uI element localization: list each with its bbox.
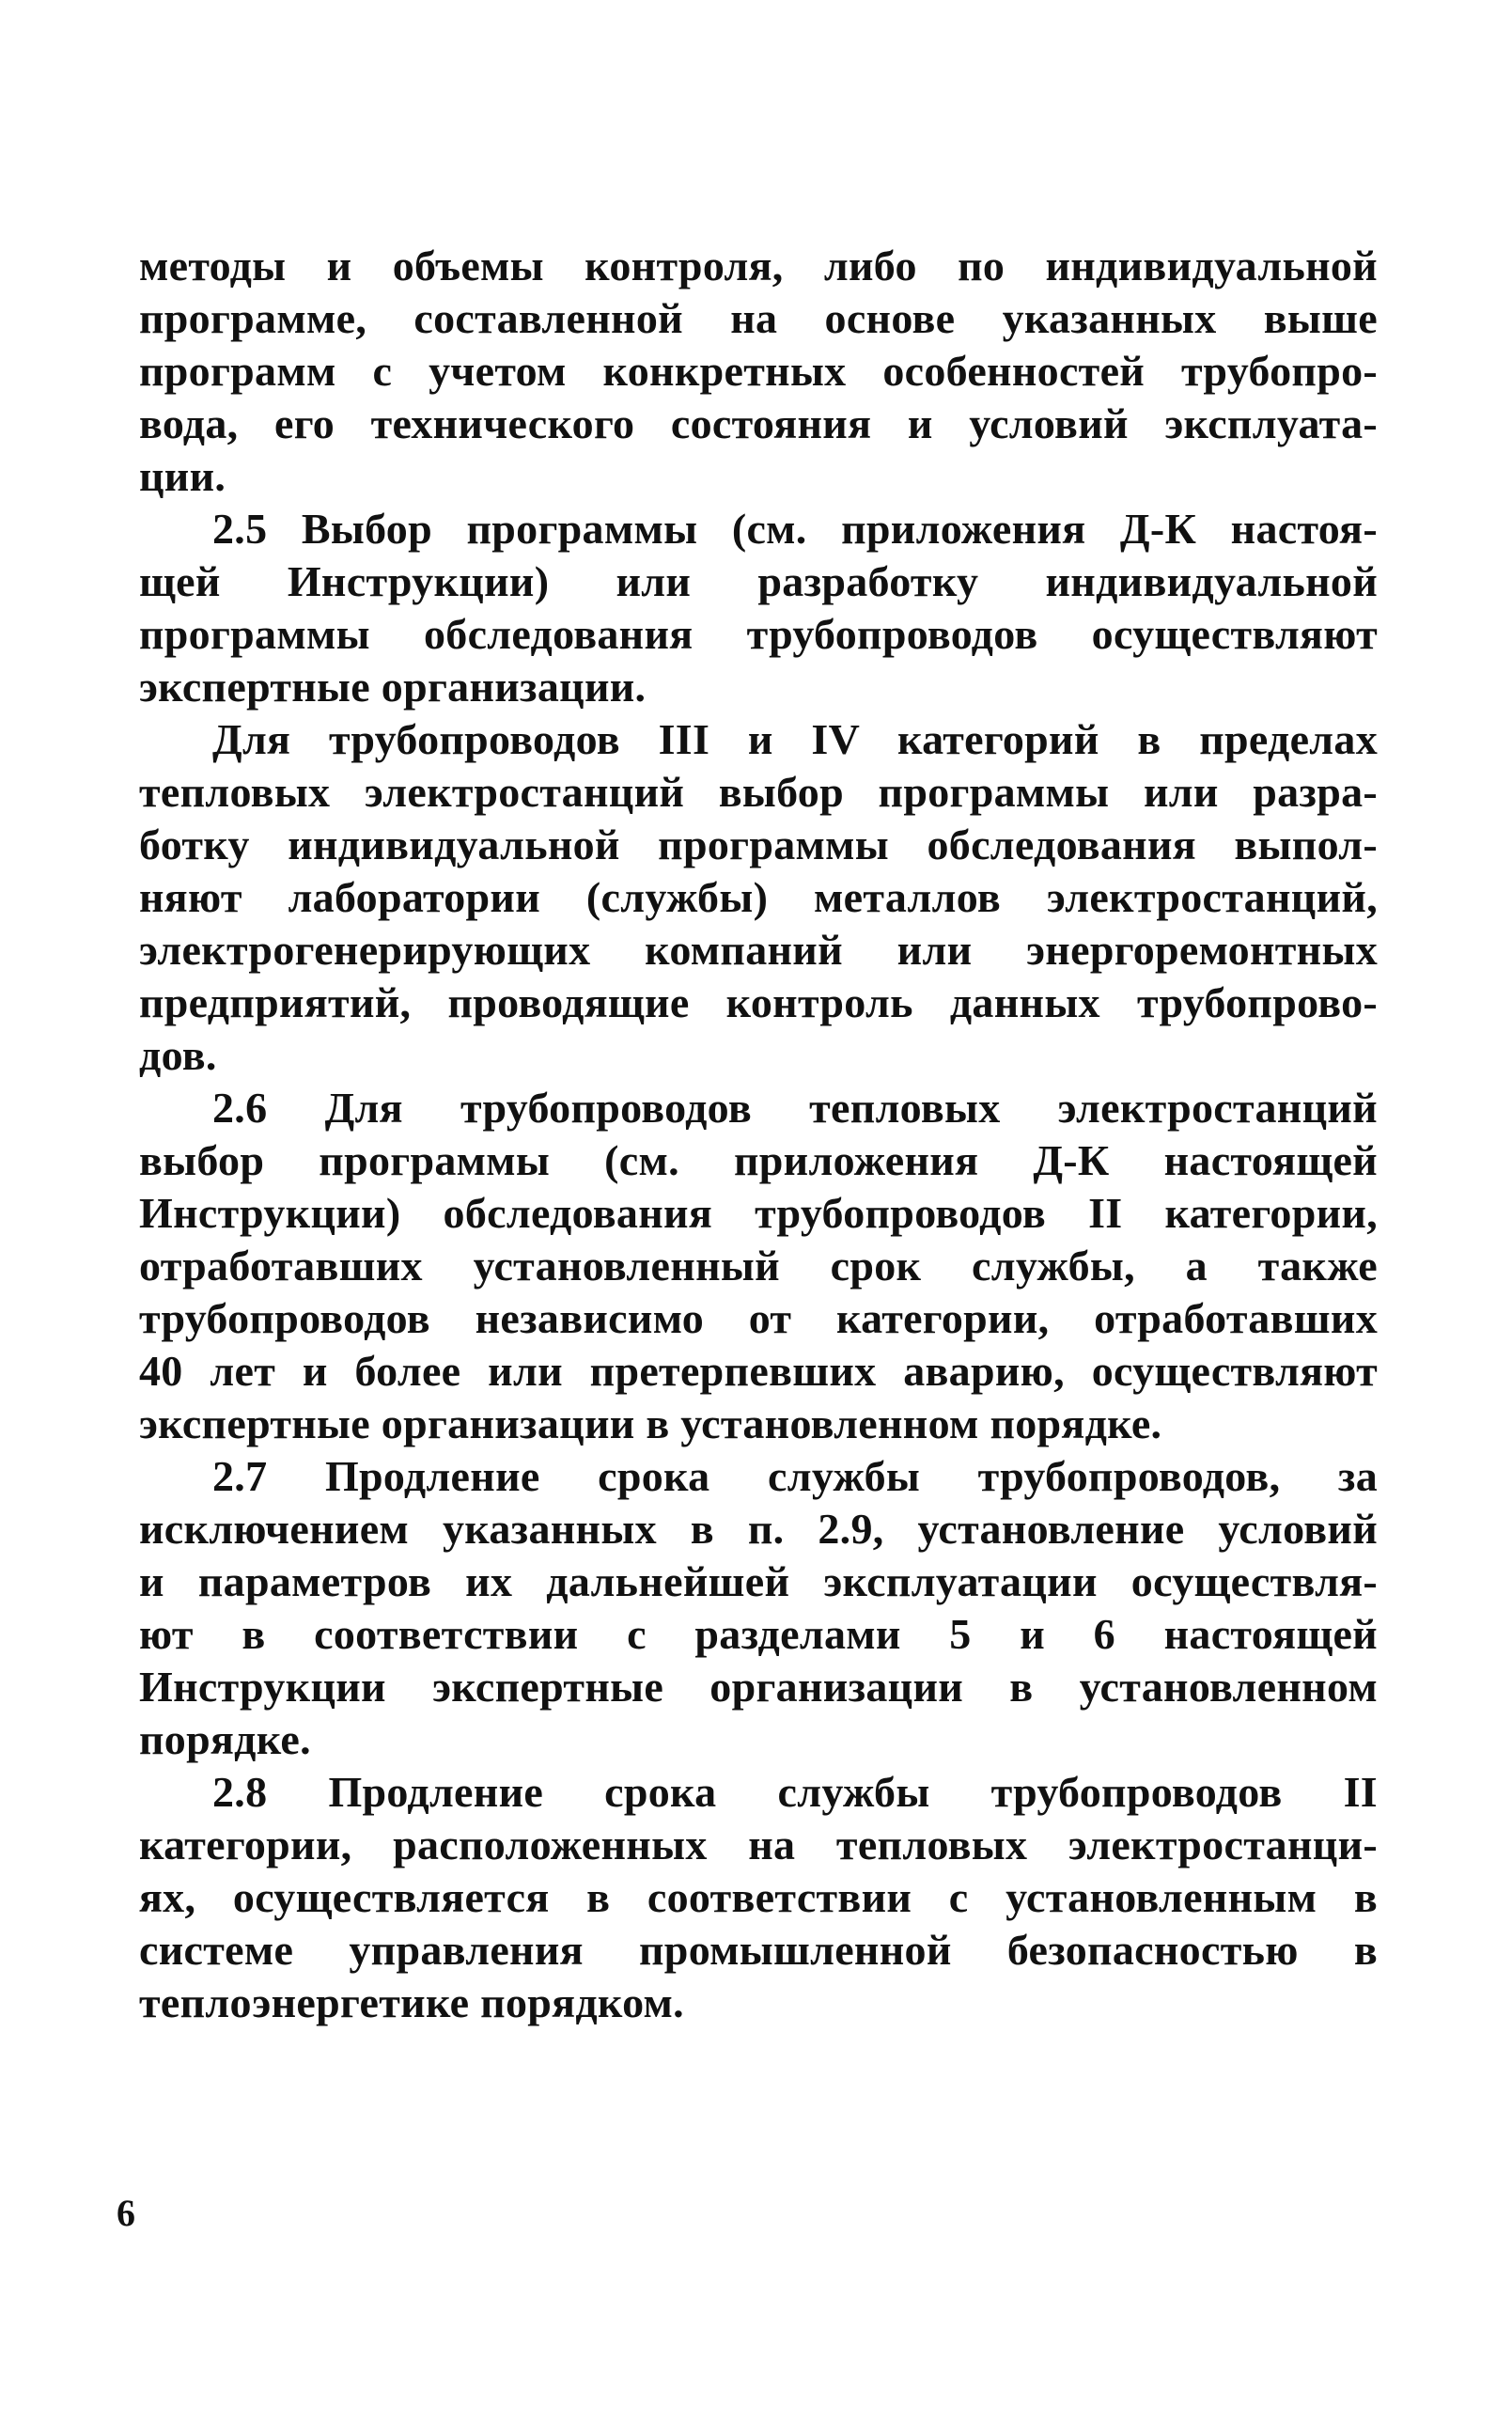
text-line: предприятий, проводящие контроль данных трубопрово- bbox=[139, 978, 1378, 1026]
text-line: отработавших установленный срок службы, а также bbox=[139, 1242, 1378, 1290]
text-line: методы и объемы контроля, либо по индивидуальной bbox=[139, 242, 1378, 289]
text-line: трубопроводов независимо от категории, отработавших bbox=[139, 1294, 1378, 1342]
text-line: 2.8 Продление срока службы трубопроводов II bbox=[212, 1768, 1378, 1816]
text-line: электрогенерирующих компаний или энергоремонтных bbox=[139, 926, 1378, 974]
text-line: программы обследования трубопроводов осуществляют bbox=[139, 610, 1378, 658]
text-line: няют лаборатории (службы) металлов электростанций, bbox=[139, 873, 1378, 921]
text-line: 2.5 Выбор программы (см. приложения Д-К настоя- bbox=[212, 505, 1378, 553]
text-line: Инструкции) обследования трубопроводов II категории, bbox=[139, 1189, 1378, 1237]
text-line: Инструкции экспертные организации в установленном bbox=[139, 1663, 1378, 1711]
text-line: ции. bbox=[139, 452, 226, 500]
text-line: ях, осуществляется в соответствии с установленным в bbox=[139, 1873, 1378, 1921]
text-line: исключением указанных в п. 2.9, установление условий bbox=[139, 1505, 1378, 1553]
text-line: выбор программы (см. приложения Д-К настоящей bbox=[139, 1136, 1378, 1184]
text-line: программе, составленной на основе указанных выше bbox=[139, 294, 1378, 342]
text-line: системе управления промышленной безопасностью в bbox=[139, 1926, 1378, 1974]
text-line: и параметров их дальнейшей эксплуатации осуществля- bbox=[139, 1557, 1378, 1605]
text-line: тепловых электростанций выбор программы или разра- bbox=[139, 768, 1378, 816]
text-line: теплоэнергетике порядком. bbox=[139, 1978, 684, 2026]
text-line: экспертные организации в установленном порядке. bbox=[139, 1399, 1162, 1447]
text-line: порядке. bbox=[139, 1715, 311, 1763]
text-line: категории, расположенных на тепловых электростанци- bbox=[139, 1821, 1378, 1868]
text-line: ют в соответствии с разделами 5 и 6 настоящей bbox=[139, 1610, 1378, 1658]
text-line: вода, его технического состояния и условий эксплуата- bbox=[139, 399, 1378, 447]
page-number: 6 bbox=[117, 2192, 135, 2234]
text-line: дов. bbox=[139, 1031, 217, 1079]
text-line: программ с учетом конкретных особенностей трубопро- bbox=[139, 347, 1378, 395]
text-line: ботку индивидуальной программы обследования выпол- bbox=[139, 821, 1378, 868]
body-text bbox=[139, 240, 1378, 2029]
text-line: 2.7 Продление срока службы трубопроводов, за bbox=[212, 1452, 1378, 1500]
text-line: Для трубопроводов III и IV категорий в пределах bbox=[212, 715, 1378, 763]
text-line: 2.6 Для трубопроводов тепловых электростанций bbox=[212, 1084, 1378, 1132]
text-line: щей Инструкции) или разработку индивидуальной bbox=[139, 557, 1378, 605]
text-line: 40 лет и более или претерпевших аварию, осуществляют bbox=[139, 1347, 1378, 1395]
text-line: экспертные организации. bbox=[139, 663, 647, 711]
